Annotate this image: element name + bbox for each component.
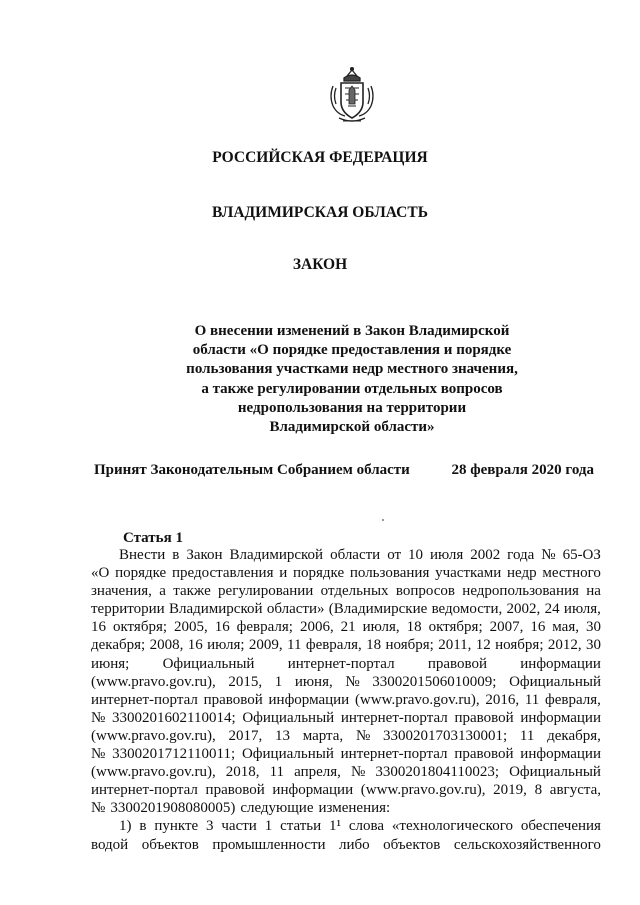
body-word: июня, <box>294 673 333 690</box>
body-word: 16 <box>91 619 106 636</box>
body-word: отдельных <box>320 583 389 600</box>
title-line: области «О порядке предоставления и порядке <box>192 342 512 359</box>
title-line: Владимирской области» <box>269 419 435 436</box>
body-word: информации <box>268 691 350 708</box>
body-word: декабря; <box>91 637 146 654</box>
body-word: информации <box>520 655 601 672</box>
body-word: октября; <box>112 619 168 636</box>
body-word: № <box>541 547 556 563</box>
body-word: Владимирской <box>229 547 324 563</box>
body-word: апреля, <box>294 764 341 781</box>
body-word: 2011, <box>438 637 472 654</box>
body-word: информации <box>520 746 601 763</box>
body-word: сельскохозяйственного <box>453 836 601 853</box>
body-word: июня; <box>91 655 130 672</box>
body-word: 11 <box>524 691 540 708</box>
body-line <box>91 564 601 582</box>
article-body <box>91 546 601 854</box>
acceptance-text: Принят Законодательным Собранием области <box>94 462 410 478</box>
body-word: правовой <box>454 746 514 763</box>
body-word: июля, <box>563 601 601 618</box>
body-word: Закон <box>186 547 223 563</box>
body-word: порядке <box>115 565 167 582</box>
body-word: № <box>91 709 106 726</box>
body-word: также <box>173 583 211 600</box>
body-word: декабря, <box>547 727 601 744</box>
body-word: правовой <box>203 691 263 708</box>
body-word: Официальный <box>509 673 601 690</box>
body-word: правовой <box>454 709 514 726</box>
body-word: Официальный <box>241 746 334 763</box>
body-word: части <box>221 818 257 835</box>
body-word: № <box>350 764 366 781</box>
body-word: 3300201703130001; <box>383 727 508 744</box>
body-word: обеспечения <box>520 818 601 835</box>
body-line <box>91 618 601 636</box>
body-word: 2002 <box>470 547 501 563</box>
body-word: 3300201712110011; <box>112 746 236 763</box>
body-word: интернет-портал <box>340 709 448 726</box>
body-word: 1¹ <box>329 818 342 835</box>
body-line <box>91 636 601 654</box>
body-line <box>91 655 601 673</box>
body-word: (www.pravo.gov.ru), <box>360 782 486 799</box>
body-word: 65-ОЗ <box>562 547 601 563</box>
body-word: изменения: <box>318 800 391 817</box>
body-word: Официальный <box>509 764 601 781</box>
body-word: 3300201908080005) <box>110 800 236 817</box>
body-word: 11 <box>269 764 285 781</box>
body-word: 13 <box>274 727 290 744</box>
body-line <box>91 691 601 709</box>
scan-speck <box>382 519 384 521</box>
region-heading: ВЛАДИМИРСКАЯ ОБЛАСТЬ <box>212 204 428 221</box>
body-word: пользования <box>349 565 430 582</box>
title-line: недропользования на территории <box>237 399 467 416</box>
body-word: 2008, <box>149 637 184 654</box>
body-word: значения, <box>91 583 152 600</box>
body-word: 2007, <box>489 619 524 636</box>
body-word: водой <box>91 836 129 853</box>
body-word: интернет-портал <box>287 655 395 672</box>
body-line <box>91 546 601 564</box>
body-word: 16 <box>187 637 203 654</box>
title-line: О внесении изменений в Закон Владимирской <box>194 323 510 339</box>
body-line <box>91 799 601 817</box>
body-word: Официальный <box>162 655 255 672</box>
body-word: 30 <box>586 637 601 654</box>
body-word: интернет-портал <box>91 782 198 799</box>
body-word: Владимирской <box>168 601 263 618</box>
body-word: недропользования <box>462 583 579 600</box>
body-word: 24 <box>544 601 560 618</box>
body-line <box>91 709 601 727</box>
body-word: 3300201602110014; <box>112 709 236 726</box>
body-line <box>91 817 601 835</box>
body-word: мая, <box>552 619 579 636</box>
body-word: порядке <box>292 565 345 582</box>
body-word: области <box>330 547 381 563</box>
body-word: регулировании <box>218 583 314 600</box>
law-title <box>140 322 564 437</box>
body-word: от <box>387 547 402 563</box>
body-word: 2017, <box>228 727 263 744</box>
body-word: на <box>586 583 601 600</box>
body-word: ноября; <box>385 637 434 654</box>
body-word: либо <box>339 836 370 853</box>
body-word: (www.pravo.gov.ru), <box>354 691 480 708</box>
body-word: № <box>91 746 106 763</box>
body-word: а <box>159 583 166 600</box>
body-word: 30 <box>585 619 601 636</box>
body-line <box>91 836 601 854</box>
body-word: № <box>345 673 360 690</box>
body-word: территории <box>91 601 165 618</box>
body-word: 3300201804110023; <box>375 764 499 781</box>
body-word: (Владимирские <box>328 601 428 618</box>
body-word: правовой <box>427 655 488 672</box>
body-line <box>91 763 601 781</box>
body-word: 2016, <box>485 691 520 708</box>
body-word: № <box>355 727 371 744</box>
coat-of-arms-emblem <box>327 66 377 126</box>
body-word: промышленности <box>212 836 326 853</box>
body-word: года <box>507 547 535 563</box>
document-type-heading: ЗАКОН <box>292 256 348 273</box>
body-word: слова <box>348 818 385 835</box>
body-word: февраля, <box>305 637 362 654</box>
body-word: 2012, <box>547 637 582 654</box>
body-word: 16 <box>530 619 546 636</box>
body-word: и <box>279 565 288 582</box>
body-word: Официальный <box>242 709 335 726</box>
article-heading: Статья 1 <box>123 530 183 546</box>
body-word: «О <box>91 565 110 582</box>
body-word: местного <box>542 565 601 582</box>
body-word: 18 <box>406 619 422 636</box>
body-word: 2019, <box>493 782 527 799</box>
body-word: 21 <box>340 619 356 636</box>
body-word: (www.pravo.gov.ru), <box>91 764 216 781</box>
body-line <box>91 727 601 745</box>
body-word: 3300201506010009; <box>372 673 497 690</box>
body-word: марта, <box>302 727 344 744</box>
body-word: июля; <box>207 637 245 654</box>
body-word: июля, <box>362 619 400 636</box>
body-word: объектов <box>141 836 199 853</box>
body-word: 11 <box>519 727 535 744</box>
body-word: (www.pravo.gov.ru), <box>91 673 216 690</box>
body-word: 18 <box>366 637 382 654</box>
body-word: 1) <box>119 818 132 835</box>
body-word: вопросов <box>395 583 455 600</box>
body-word: 2018, <box>225 764 260 781</box>
body-word: ведомости, <box>431 601 503 618</box>
body-word: предоставления <box>171 565 274 582</box>
body-word: февраля; <box>236 619 293 636</box>
body-word: 2002, <box>506 601 541 618</box>
title-line: а также регулировании отдельных вопросов <box>201 380 503 397</box>
body-line <box>91 745 601 763</box>
body-word: 10 <box>408 547 424 563</box>
body-word: 1 <box>274 673 283 690</box>
body-word: ноября; <box>495 637 544 654</box>
body-word: объектов <box>383 836 441 853</box>
body-line <box>91 781 601 799</box>
body-word: 1 <box>264 818 273 835</box>
body-word: в <box>172 547 180 563</box>
body-line <box>91 600 601 618</box>
body-word: статьи <box>280 818 322 835</box>
body-word: «технологического <box>391 818 513 835</box>
body-word: февраля, <box>545 691 601 708</box>
body-word: пункте <box>154 818 199 835</box>
body-word: 12 <box>475 637 491 654</box>
body-word: информации <box>272 782 354 799</box>
body-word: (www.pravo.gov.ru), <box>91 727 216 744</box>
body-word: в <box>139 818 147 835</box>
body-word: 2015, <box>228 673 263 690</box>
body-word: августа, <box>549 782 601 799</box>
body-word: интернет-портал <box>340 746 448 763</box>
body-word: недр <box>506 565 537 582</box>
body-word: правовой <box>205 782 265 799</box>
body-line <box>91 582 601 600</box>
body-line <box>91 673 601 691</box>
body-word: 11 <box>287 637 302 654</box>
body-word: информации <box>520 709 601 726</box>
body-word: Внести <box>119 547 166 563</box>
country-heading: РОССИЙСКАЯ ФЕДЕРАЦИЯ <box>212 149 428 166</box>
body-word: области» <box>266 601 325 618</box>
body-word: № <box>91 800 106 817</box>
body-word: 2009, <box>248 637 283 654</box>
acceptance-date: 28 февраля 2020 года <box>451 462 594 478</box>
body-word: следующие <box>240 800 314 817</box>
body-word: 16 <box>214 619 230 636</box>
body-word: 2006, <box>299 619 334 636</box>
body-word: 3 <box>206 818 214 835</box>
body-word: октября; <box>428 619 483 636</box>
body-word: 8 <box>534 782 543 799</box>
body-word: интернет-портал <box>91 691 198 708</box>
body-word: участками <box>435 565 502 582</box>
title-line: пользования участками недр местного значения, <box>186 361 518 378</box>
body-word: июля <box>429 547 464 563</box>
body-word: 2005, <box>173 619 208 636</box>
acceptance-line <box>94 462 594 479</box>
